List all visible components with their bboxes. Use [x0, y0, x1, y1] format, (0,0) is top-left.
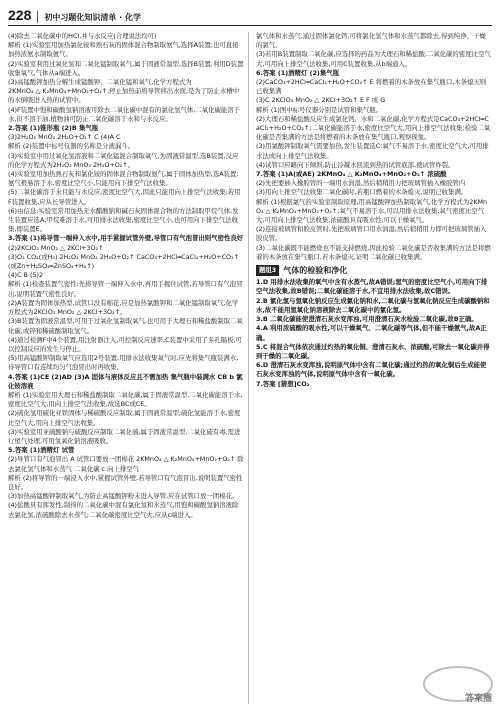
right-column [256, 32, 492, 389]
paragraph: (5)用高锰酸钾制取氧气应选用2号装置;用排水法收集氧气时,应先将集气瓶装满水,待导管口有连续均匀气泡冒出时再收集。 [8, 354, 239, 372]
paragraph: 解析 (1)检查装置气密性:先将导管一端伸入水中,再用手握住试管,若导管口有气泡冒出,说明装置气密性良好。 [8, 280, 243, 298]
paragraph: (3)二氧化碳既不能燃烧也不能支持燃烧,因此检验二氧化碳是否收集满的方法是将燃着的木条放在集气瓶口,若木条熄灭,证明二氧化碳已收集满。 [256, 243, 491, 261]
paragraph: (4)C B (5)2 [8, 271, 44, 280]
paragraph: (3)实验室用亚硫酸钠与硫酸反应制取二氧化硫,属于固液常温型,二氧化硫有毒,需进行尾气处理,可用氢氧化钠溶液吸收。 [8, 427, 241, 445]
paragraph: (4)除去二氧化碳中的HCl,并与水反应(合理说法均可) [8, 32, 157, 40]
paragraph: (3)2H₂O₂ MnO₂ 2H₂O+O₂↑ C (4)A C [8, 133, 121, 142]
header-divider [37, 11, 38, 23]
paragraph: 7.答案 (1)A(或AE) 2KMnO₄ △ K₂MnO₄+MnO₂+O₂↑ 浓硫酸 [256, 170, 447, 179]
paragraph: 6.答案 (1)酒精灯 (2)集气瓶 [256, 68, 340, 77]
paragraph: (2)实验室利用过氧化氢和二氧化锰制取氧气,属于固液常温型,选择B装置;利用D装置收集氧气,气体从a端进入。 [8, 59, 244, 77]
paragraph: (3)用向上排空气法收集二氧化碳时,若瓶口燃着的木条熄灭,说明已收集满。 [256, 188, 468, 197]
paragraph: (4)通过检测F中4个装置,用注射器注入,可控制反应速率,C装置中采用了多孔隔板,可以控制反应的发生与停止。 [8, 335, 242, 353]
paragraph: 6.D 澄清石灰水变浑浊,说明原气体中含有二氧化碳;通过灼热的氧化铜后生成能使石灰水变浑浊的气体,说明原气体中含有一氧化碳。 [256, 361, 487, 379]
paragraph: (5)二氧化碳溶于水且能与水反应,密度比空气大,因此只能用向上排空气法收集;若用F装置收集,应从长导管进入。 [8, 188, 241, 206]
section-tag: 题组3 [256, 265, 279, 276]
book-title: 初中习题化知识清单 · 化学 [44, 13, 141, 22]
paragraph: (2)2KClO₃ MnO₂ △ 2KCl+3O₂↑ [8, 243, 104, 252]
left-column [8, 32, 244, 520]
paragraph: (2)大理石和稀盐酸反应生成氯化钙、水和二氧化碳,化学方程式是CaCO₃+2HCl═CaCl₂+H₂O+CO₂↑;二氧化碳能溶于水,密度比空气大,用向上排空气法收集;检验二氧化碳是否集满的方法是将燃着的木条放在集气瓶口,观察现象。 [256, 114, 491, 142]
page-number: 228 [8, 7, 32, 23]
column-divider [248, 32, 249, 704]
paragraph: 2KMnO₄ △ K₂MnO₄+MnO₂+O₂↑;停止加热前将导管移出水面,是为了防止水槽中的水倒吸进入热的试管中。 [8, 87, 240, 105]
paragraph: 2.答案 (1)锥形瓶 (2)B 集气瓶 [8, 124, 99, 133]
paragraph: 3.答案 (1)将导管一端伸入水中,用手紧握试管外壁,导管口有气泡冒出则气密性良好 [8, 234, 244, 243]
paragraph: 1.D 用排水法收集的氧气中含有水蒸气,故A错误;氢气的密度比空气小,可用向下排空气法收集,故B错误;二氧化碳能溶于水,不宜用排水法收集,故C错误。 [256, 278, 488, 296]
paragraph: (2)CaCO₃+2HCl═CaCl₂+H₂O+CO₂↑ E 将燃着的木条放在集气瓶口,木条熄灭则已收集满 [256, 78, 487, 96]
paragraph: 3.B 二氧化碳能使澄清石灰水变浑浊,可用澄清石灰水检验二氧化碳,故B正确。 [256, 315, 478, 324]
paragraph: (4)盐酸具有挥发性,制得的二氧化碳中混有氯化氢和水蒸气,用饱和碳酸氢钠溶液除去氯化氢,浓硫酸除去水蒸气;二氧化碳密度比空气大,应从c端进入。 [8, 501, 239, 519]
paragraph: (4)F装置中饱和碳酸氢钠溶液可除去二氧化碳中混有的氯化氢气体,二氧化碳能溶于水,但不溶于油,植物油可防止二氧化碳溶于水和与水反应。 [8, 105, 241, 123]
paragraph: (3)O₂ CO₂(或H₂) 2H₂O₂ MnO₂ 2H₂O+O₂↑ CaCO₃+2HCl═CaCl₂+H₂O+CO₂↑(或Zn+H₂SO₄═ZnSO₄+H₂↑) [8, 252, 239, 271]
paragraph: 5.答案 (1)酒精灯 试管 [8, 446, 75, 455]
paragraph: 2.B 氯化氢与氢氧化钠反应生成氯化钠和水,二氧化碳与氢氧化钠反应生成碳酸钠和水,故不能用氢氧化钠溶液除去二氧化碳中的氯化氢。 [256, 296, 490, 314]
paragraph: (3)C 2KClO₃ MnO₂ △ 2KCl+3O₂↑ E F 或 G [256, 96, 386, 105]
paragraph: 解析 (1)实验室用大理石和稀盐酸制取二氧化碳,属于固液常温型,二氧化碳能溶于水,密度比空气大,用向上排空气法收集,故选BC或CE。 [8, 390, 243, 409]
paragraph: 5.C 将混合气体依次通过灼热的氧化铜、澄清石灰水、浓硫酸,可除去一氧化碳并得到干燥的二氧化碳。 [256, 342, 490, 360]
paragraph: (4)实验室用加热熟石灰和氯化铵的固体混合物制取氨气,属于固体加热型,选A装置;氨气极易溶于水,密度比空气小,只能用向下排空气法收集。 [8, 170, 239, 188]
page-header [8, 4, 492, 26]
paragraph: (4)试管口应略向下倾斜,防止冷凝水回流到热的试管底部,使试管炸裂。 [256, 160, 455, 169]
paragraph: 氯气体和水蒸气,通过固体氯化钙,可将氯化氢气体和水蒸气都除去,得到纯净、干燥的氯气。 [256, 32, 486, 50]
paragraph: (3)若用B装置制取二氧化碳,应选择的药品为大理石和稀盐酸,二氧化碳的密度比空气大,可用向上排空气法收集,可用C装置收集,从b端通入。 [256, 50, 491, 68]
paragraph: (3)用氯酸钾制取氧气需要加热,发生装置选C;氧气不易溶于水,密度比空气大,可用排水法或向上排空气法收集。 [256, 142, 489, 160]
paragraph: (2)A装置为固体加热型,试管口没有棉花,应是加热氯酸钾和二氧化锰制取氧气,化学方程式为2KClO₃ MnO₂ △ 2KCl+3O₂↑。 [8, 298, 239, 317]
paragraph: (2)硫化氢用硫化亚铁固体与稀硫酸反应制取,属于固液常温型;硫化氢能溶于水,密度比空气大,用向上排空气法收集。 [8, 409, 241, 427]
section-heading [256, 265, 492, 276]
paragraph: (3)高锰酸钾加热分解生成锰酸钾、二氧化锰和氧气,化学方程式为 [8, 78, 192, 87]
paragraph: 解析 (1)实验室用加热氯化铵和熟石灰的固体混合物制取氨气,选择A装置;也可直接加热浓氨水制取氨气。 [8, 41, 239, 59]
paragraph: 7.答案 [猜想]CO₂ [256, 379, 310, 388]
watermark-text: 答案圈 [464, 694, 492, 704]
paragraph: (6)由信息:实验室常用加热无水醋酸钠和碱石灰固体混合物的方法制取甲烷气体,发生装置应选A;甲烷难溶于水,可用排水法收集,密度比空气小,也可用向下排空气法收集,即装置E。 [8, 206, 239, 234]
paragraph: (3)实验室中用过氧化氢溶液和二氧化锰混合制取氧气,为固液常温型,选B装置,反应的化学方程式为2H₂O₂ MnO₂ 2H₂O+O₂↑。 [8, 151, 239, 169]
paragraph: (2)导管口有气泡冒出 A 试管口要放一团棉花 2KMnO₄ △ K₂MnO₄+MnO₂+O₂↑ 除去氯化氢气体和水蒸气 二氧化碳 c 向上排空气 [8, 455, 244, 473]
paragraph: 4.答案 (1)CE (2)AD (3)A 固体与液体反应且不需加热 集气瓶中装满水 CB b 氯化铵溶液 [8, 372, 243, 390]
paragraph: 解析 (1)图中标号仪器分别是试管和集气瓶。 [256, 105, 383, 114]
paragraph: (2)先把要插入橡胶管的一端用水润湿,然后稍稍用力把玻璃管插入橡胶管内 [256, 179, 466, 188]
paragraph: 4.A 利用浓硫酸的吸水性,可以干燥氧气、二氧化碳等气体,但不能干燥氨气,故A正确。 [256, 324, 487, 342]
section-title: 气体的检验和净化 [283, 266, 348, 276]
paragraph: (3)B装置为固液常温型,可用于过氧化氢制取氧气,也可用于大理石和稀盐酸制取二氧化碳,或锌和稀硫酸制取氢气。 [8, 317, 243, 335]
paragraph: (2)连接玻璃管和胶皮管时,先把玻璃管口用水润湿,然后稍稍用力即可把玻璃管插入胶皮管。 [256, 225, 487, 243]
paragraph: (3)加热高锰酸钾制取氧气,为防止高锰酸钾粉末进入导管,应在试管口放一团棉花。 [8, 492, 239, 501]
paragraph: 解析 (1)根据氯气的实验室制取原理,用高锰酸钾加热制取氧气,化学方程式为2KMnO₄ △ K₂MnO₄+MnO₂+O₂↑;氧气不易溶于水,可以用排水法收集,氧气密度比空气大,可用向上排空气法收集,浓硫酸具有吸水性,可以干燥氧气。 [256, 197, 488, 225]
paragraph: 解析 (2)装置中标号仪器的名称是分液漏斗。 [8, 142, 135, 151]
paragraph: 解析 (2)将导管的一端浸入水中,紧握试管外壁,若导管口有气泡冒出,说明装置气密性良好。 [8, 473, 243, 491]
